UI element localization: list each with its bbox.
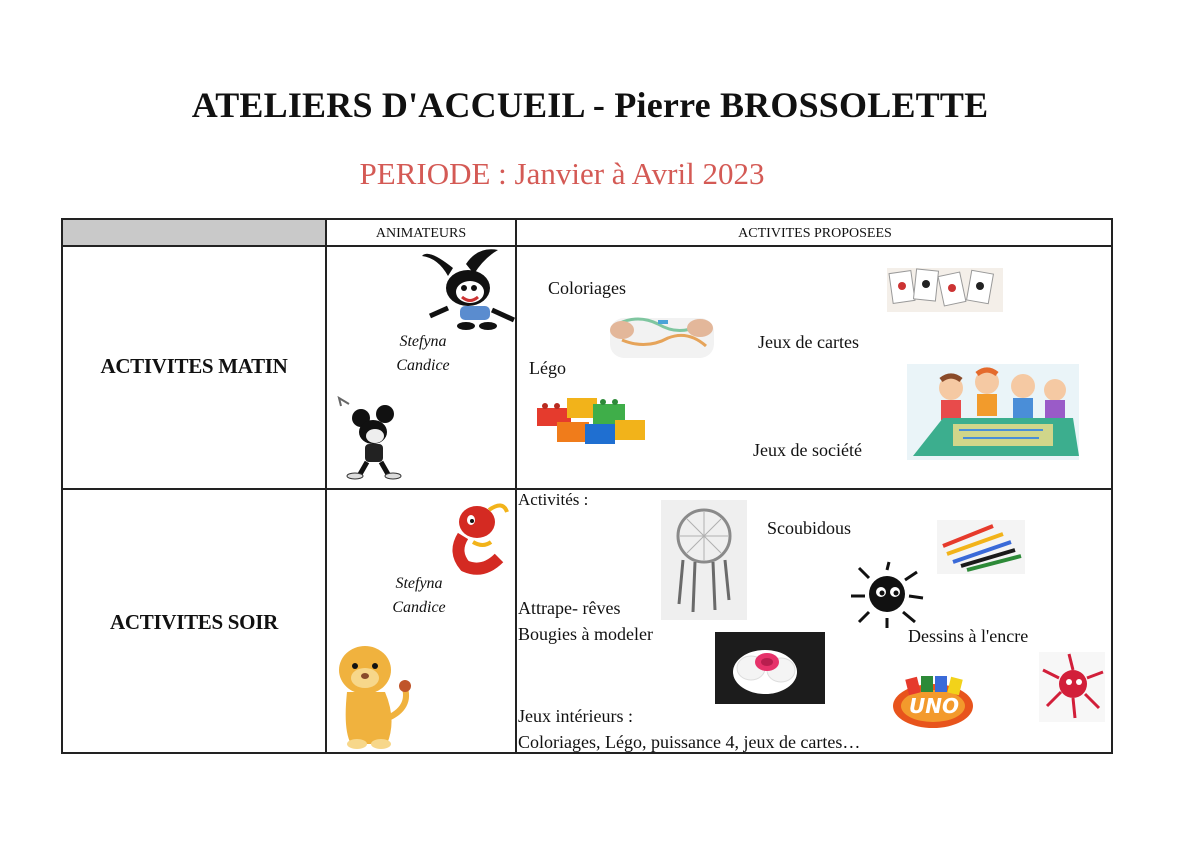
period-subtitle: PERIODE : Janvier à Avril 2023	[359, 156, 765, 191]
mickey-mouse-icon	[331, 396, 419, 480]
activity-dessins-encre: Dessins à l'encre	[908, 626, 1029, 646]
row-label-matin: ACTIVITES MATIN	[100, 354, 288, 378]
page-title: ATELIERS D'ACCUEIL - Pierre BROSSOLETTE	[191, 85, 989, 125]
column-header-animateurs: ANIMATEURS	[375, 226, 467, 241]
oswald-rabbit-icon	[418, 248, 518, 332]
simba-lion-icon	[327, 640, 423, 752]
ink-blot-monster-image	[847, 560, 927, 630]
playing-cards-image	[885, 264, 1005, 316]
column-header-activites: ACTIVITES PROPOSEES	[738, 226, 892, 241]
uno-logo-text: UNO	[909, 694, 959, 718]
activity-coloriages: Coloriages	[548, 278, 626, 298]
activity-jeux-de-societe: Jeux de société	[753, 440, 862, 460]
modeling-candle-flower-image	[715, 632, 825, 704]
activity-attrape-reves: Attrape- rêves	[518, 598, 621, 618]
row-label-soir: ACTIVITES SOIR	[110, 610, 278, 634]
dreamcatcher-image	[661, 500, 747, 620]
activity-scoubidous: Scoubidous	[767, 518, 852, 538]
coloring-hands-image	[598, 306, 726, 368]
ink-splash-image	[1039, 652, 1105, 722]
activity-jeux-interieurs: Jeux intérieurs :	[518, 706, 633, 726]
activities-table	[61, 218, 1113, 754]
scoubidous-image	[933, 516, 1029, 578]
animateur-name: Stefyna	[399, 333, 447, 350]
animateur-name: Candice	[396, 357, 450, 374]
animateur-name: Stefyna	[395, 575, 443, 592]
activity-jeux-de-cartes: Jeux de cartes	[758, 332, 859, 352]
activity-activites-heading: Activités :	[518, 490, 589, 509]
mushu-dragon-icon	[443, 496, 513, 576]
header-blank-cell	[63, 220, 325, 245]
activity-jeux-interieurs-list: Coloriages, Légo, puissance 4, jeux de cartes…	[518, 732, 861, 752]
activity-bougies: Bougies à modeler	[518, 624, 653, 644]
activity-lego: Légo	[529, 358, 566, 378]
header-divider	[63, 245, 1111, 247]
board-game-children-image	[903, 360, 1083, 464]
lego-bricks-image	[531, 388, 661, 450]
animateur-name: Candice	[392, 599, 446, 616]
